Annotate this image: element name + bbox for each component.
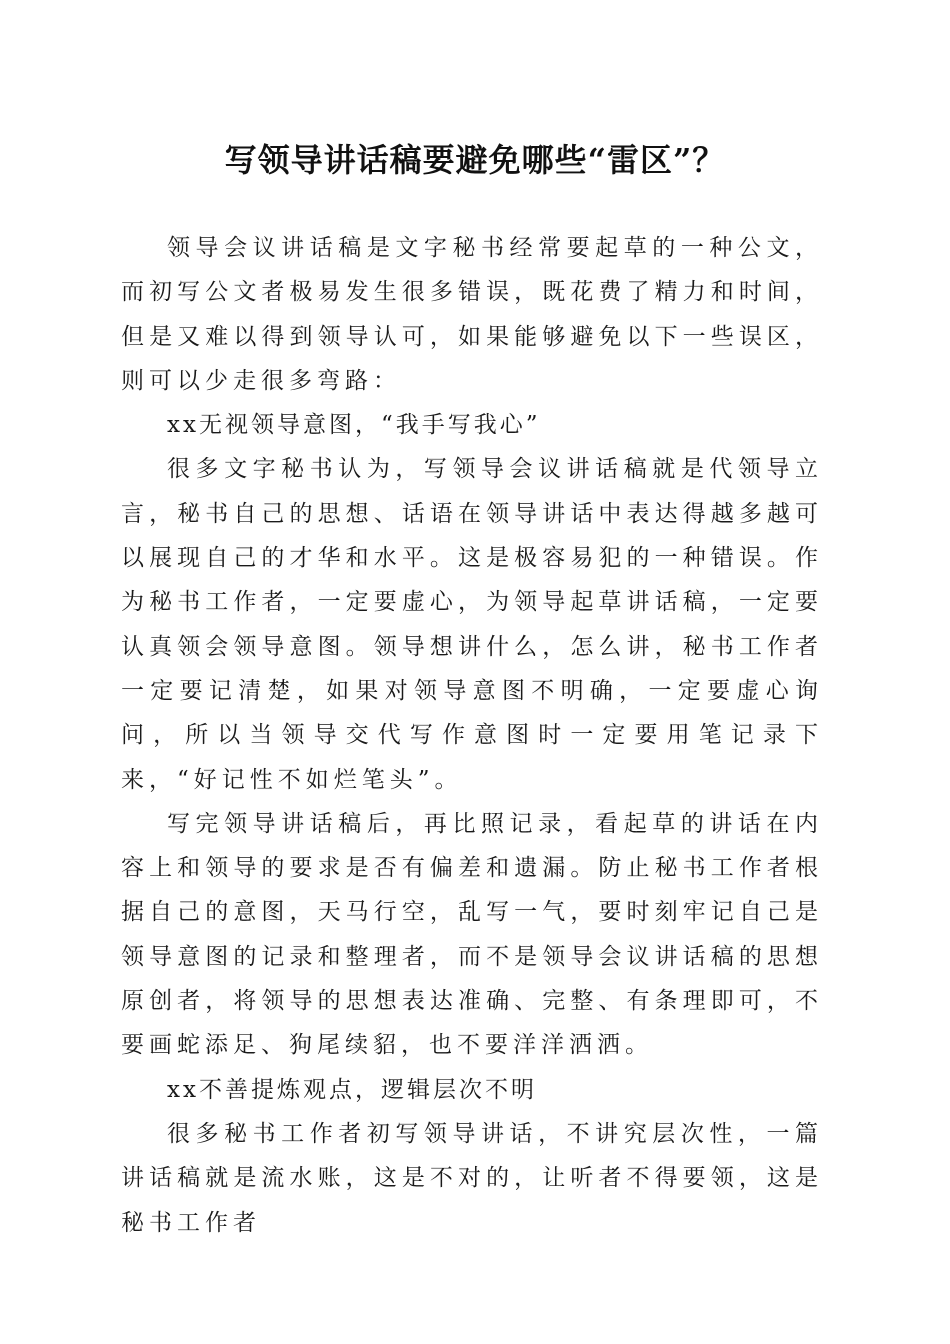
paragraph-2: 写完领导讲话稿后，再比照记录，看起草的讲话在内容上和领导的要求是否有偏差和遗漏。防止秘书工作者根据自己的意图，天马行空，乱写一气，要时刻牢记自己是领导意图的记录和整理者，而不是领导会议讲话稿的思想原创者，将领导的思想表达准确、完整、有条理即可，不要画蛇添足、狗尾续貂，也不要洋洋洒洒。 — [121, 810, 823, 1059]
section-heading-2: xx不善提炼观点，逻辑层次不明 — [167, 1076, 537, 1103]
section-heading-1: xx无视领导意图，“我手写我心” — [167, 412, 541, 439]
paragraph-intro: 领导会议讲话稿是文字秘书经常要起草的一种公文，而初写公文者极易发生很多错误，既花费了精力和时间，但是又难以得到领导认可，如果能够避免以下一些误区，则可以少走很多弯路： — [121, 235, 823, 394]
document-title: 写领导讲话稿要避免哪些“雷区”？ — [224, 141, 726, 179]
document-body — [121, 226, 823, 1245]
paragraph-1: 很多文字秘书认为，写领导会议讲话稿就是代领导立言，秘书自己的思想、话语在领导讲话中表达得越多越可以展现自己的才华和水平。这是极容易犯的一种错误。作为秘书工作者，一定要虚心，为领导起草讲话稿，一定要认真领会领导意图。领导想讲什么，怎么讲，秘书工作者一定要记清楚，如果对领导意图不明确，一定要虚心询问，所以当领导交代写作意图时一定要用笔记录下来，“好记性不如烂笔头”。 — [121, 456, 823, 793]
paragraph-3: 很多秘书工作者初写领导讲话，不讲究层次性，一篇讲话稿就是流水账，这是不对的，让听者不得要领，这是秘书工作者 — [121, 1120, 823, 1236]
